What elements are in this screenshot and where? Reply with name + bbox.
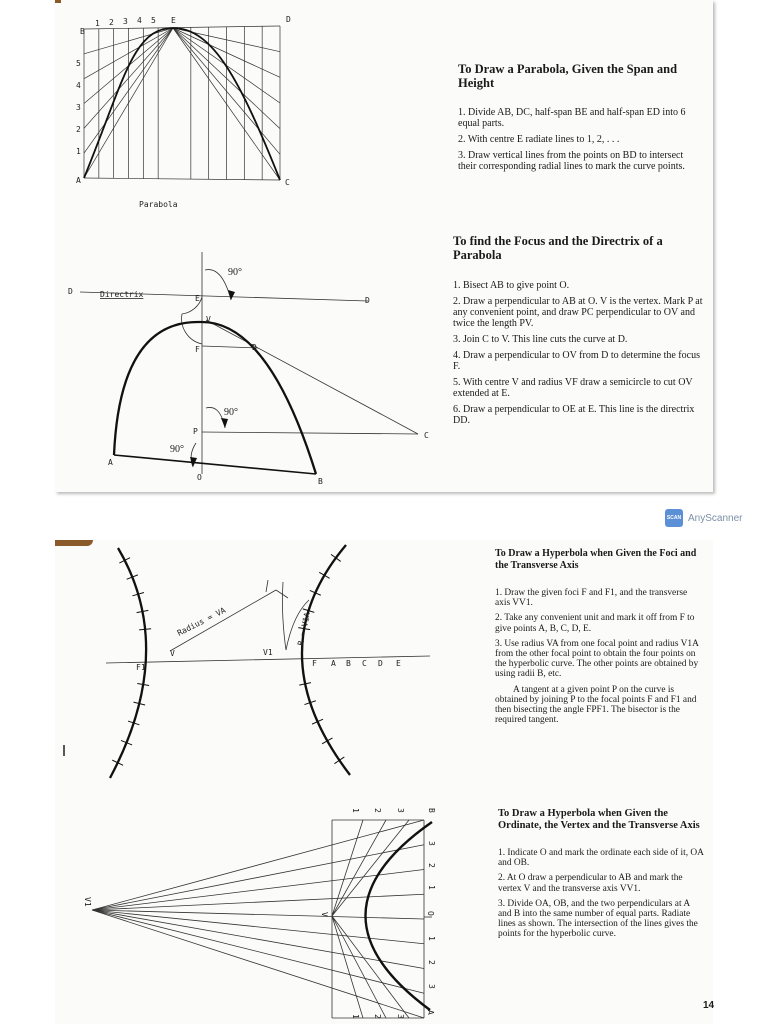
step-text: 1. Indicate O and mark the ordinate each side of it, OA and OB. [498, 848, 704, 869]
side-division-1: 1 [76, 147, 81, 156]
radial-line [92, 910, 424, 969]
label-V-foci: V [170, 649, 175, 658]
label-B-ordinate: B [427, 808, 436, 813]
section-heading: To find the Focus and the Directrix of a Parabola [453, 234, 663, 262]
label-directrix-D-right: D [365, 296, 370, 305]
curve-tick-mark [331, 554, 341, 561]
radial-line [332, 916, 363, 1018]
radial-line [92, 870, 424, 911]
top-division-2: 2 [109, 18, 114, 27]
label-F-foci: F [312, 659, 317, 668]
hyperbola-right-branch [302, 545, 350, 775]
label-C-foci: C [362, 659, 367, 668]
top-division-4: 4 [137, 16, 142, 25]
radial-line [332, 820, 363, 916]
watermark-brand: AnyScanner [688, 512, 743, 524]
bottom-division-3: 3 [396, 1014, 405, 1019]
step-text: 2. Draw a perpendicular to AB at O. V is the vertex. Mark P at any convenient point, and draw PC perpendicular to OV and twice the length PV. [453, 296, 703, 329]
step-text: 2. With centre E radiate lines to 1, 2, . . . [458, 134, 620, 145]
label-C-focus: C [424, 431, 429, 440]
step-text: 3. Draw vertical lines from the points on BD to intersect their corresponding radial lines to mark the curve points. [458, 150, 685, 172]
label-E: E [171, 16, 176, 25]
angle-label-bottom: 90° [170, 444, 184, 455]
step-text: 5. With centre V and radius VF draw a semicircle to cut OV extended at E. [453, 377, 693, 399]
parabola-caption: Parabola [139, 200, 178, 209]
label-A-focus: A [108, 458, 113, 467]
label-E-foci: E [396, 659, 401, 668]
label-directrix-D-left: D [68, 287, 73, 296]
label-C: C [285, 178, 290, 187]
label-B-focus: B [318, 477, 323, 486]
label-A-ordinate: A [426, 1010, 435, 1015]
label-D-foci: D [378, 659, 383, 668]
page-number: 14 [703, 1000, 715, 1011]
side-division: 1 [427, 885, 436, 890]
bottom-division-2: 2 [373, 1014, 382, 1019]
curve-tick-mark [139, 629, 151, 630]
top-division-3: 3 [396, 808, 405, 813]
radial-line [332, 916, 409, 1018]
side-division-3: 3 [76, 103, 81, 112]
section-heading: To Draw a Hyperbola when Given the Ordinate, the Vertex and the Transverse Axis [498, 808, 700, 831]
angle-label-top: 90° [228, 267, 242, 278]
tangent-note: A tangent at a given point P on the curve is obtained by joining P to the focal points F and F1 and then bisecting the angle FPF1. The bisector is the required tangent. [495, 684, 697, 726]
angle-label-mid: 90° [224, 407, 238, 418]
side-division: 3 [427, 841, 436, 846]
side-division: 2 [427, 960, 436, 965]
directrix-label: Directrix [100, 290, 144, 299]
side-division: 1 [427, 936, 436, 941]
ordinate-hyperbola-curve [365, 822, 432, 1010]
radial-line [92, 910, 424, 944]
label-V1-ordinate: V1 [83, 897, 92, 907]
label-V-ordinate: V [320, 912, 329, 917]
label-O-ordinate: O [426, 911, 435, 916]
label-focus-F: F [195, 345, 200, 354]
step-text: 1. Bisect AB to give point O. [453, 280, 570, 291]
section-hyperbola-ordinate [498, 808, 705, 945]
radius-va-label: Radius = VA [175, 605, 228, 638]
radial-line [92, 845, 424, 910]
step-text: 3. Divide OA, OB, and the two perpendiculars at A and B into the same number of equal parts. Radiate lines as shown. The intersection of the lines gives the points for the hyperbolic curve. [498, 898, 698, 940]
label-D: D [286, 15, 291, 24]
label-B: B [80, 27, 85, 36]
label-F1: F1 [136, 663, 146, 672]
step-text: 6. Draw a perpendicular to OE at E. This line is the directrix DD. [453, 404, 695, 426]
step-text: 2. Take any convenient unit and mark it off from F to give points A, B, C, D, E. [495, 613, 695, 634]
radial-line [332, 820, 386, 916]
transverse-axis [92, 910, 424, 919]
label-P: P [193, 427, 198, 436]
side-division: 2 [427, 863, 436, 868]
side-division-2: 2 [76, 125, 81, 134]
label-B-foci: B [346, 659, 351, 668]
step-text: 3. Join C to V. This line cuts the curve at D. [453, 334, 628, 345]
label-vertex-V: V [206, 315, 211, 324]
step-text: 1. Divide AB, DC, half-span BE and half-span ED into 6 equal parts. [458, 107, 686, 129]
top-division-1: 1 [351, 808, 360, 813]
bottom-division-1: 1 [351, 1014, 360, 1019]
top-division-1: 1 [95, 19, 100, 28]
label-O: O [197, 473, 202, 482]
label-V1-foci: V1 [263, 648, 273, 657]
label-A: A [76, 176, 81, 185]
side-division-4: 4 [76, 81, 81, 90]
top-division-3: 3 [123, 17, 128, 26]
section-heading: To Draw a Hyperbola when Given the Foci and the Transverse Axis [495, 548, 697, 571]
radial-line [92, 910, 424, 1018]
side-division-5: 5 [76, 59, 81, 68]
step-text: 2. At O draw a perpendicular to AB and mark the vertex V and the transverse axis VV1. [498, 873, 683, 894]
step-text: 4. Draw a perpendicular to OV from D to determine the focus F. [453, 350, 700, 372]
scanner-logo-icon: SCAN [665, 509, 683, 527]
side-division: 3 [427, 984, 436, 989]
label-curve-D: D [252, 343, 257, 352]
label-A-foci: A [331, 659, 336, 668]
section-heading: To Draw a Parabola, Given the Span and Height [458, 62, 678, 90]
curve-tick-mark [334, 757, 344, 764]
radius-v1a-label: R = V1A [296, 611, 312, 647]
top-division-5: 5 [151, 16, 156, 25]
step-text: 1. Draw the given foci F and F1, and the transverse axis VV1. [495, 588, 688, 609]
label-E-focus: E [195, 294, 200, 303]
top-division-2: 2 [373, 808, 382, 813]
step-text: 3. Use radius VA from one focal point and radius V1A from the other focal point to obtain the four points on the hyperbolic curve. The other points are obtained by using radii B, etc. [495, 638, 699, 680]
section-hyperbola-foci [495, 548, 700, 730]
